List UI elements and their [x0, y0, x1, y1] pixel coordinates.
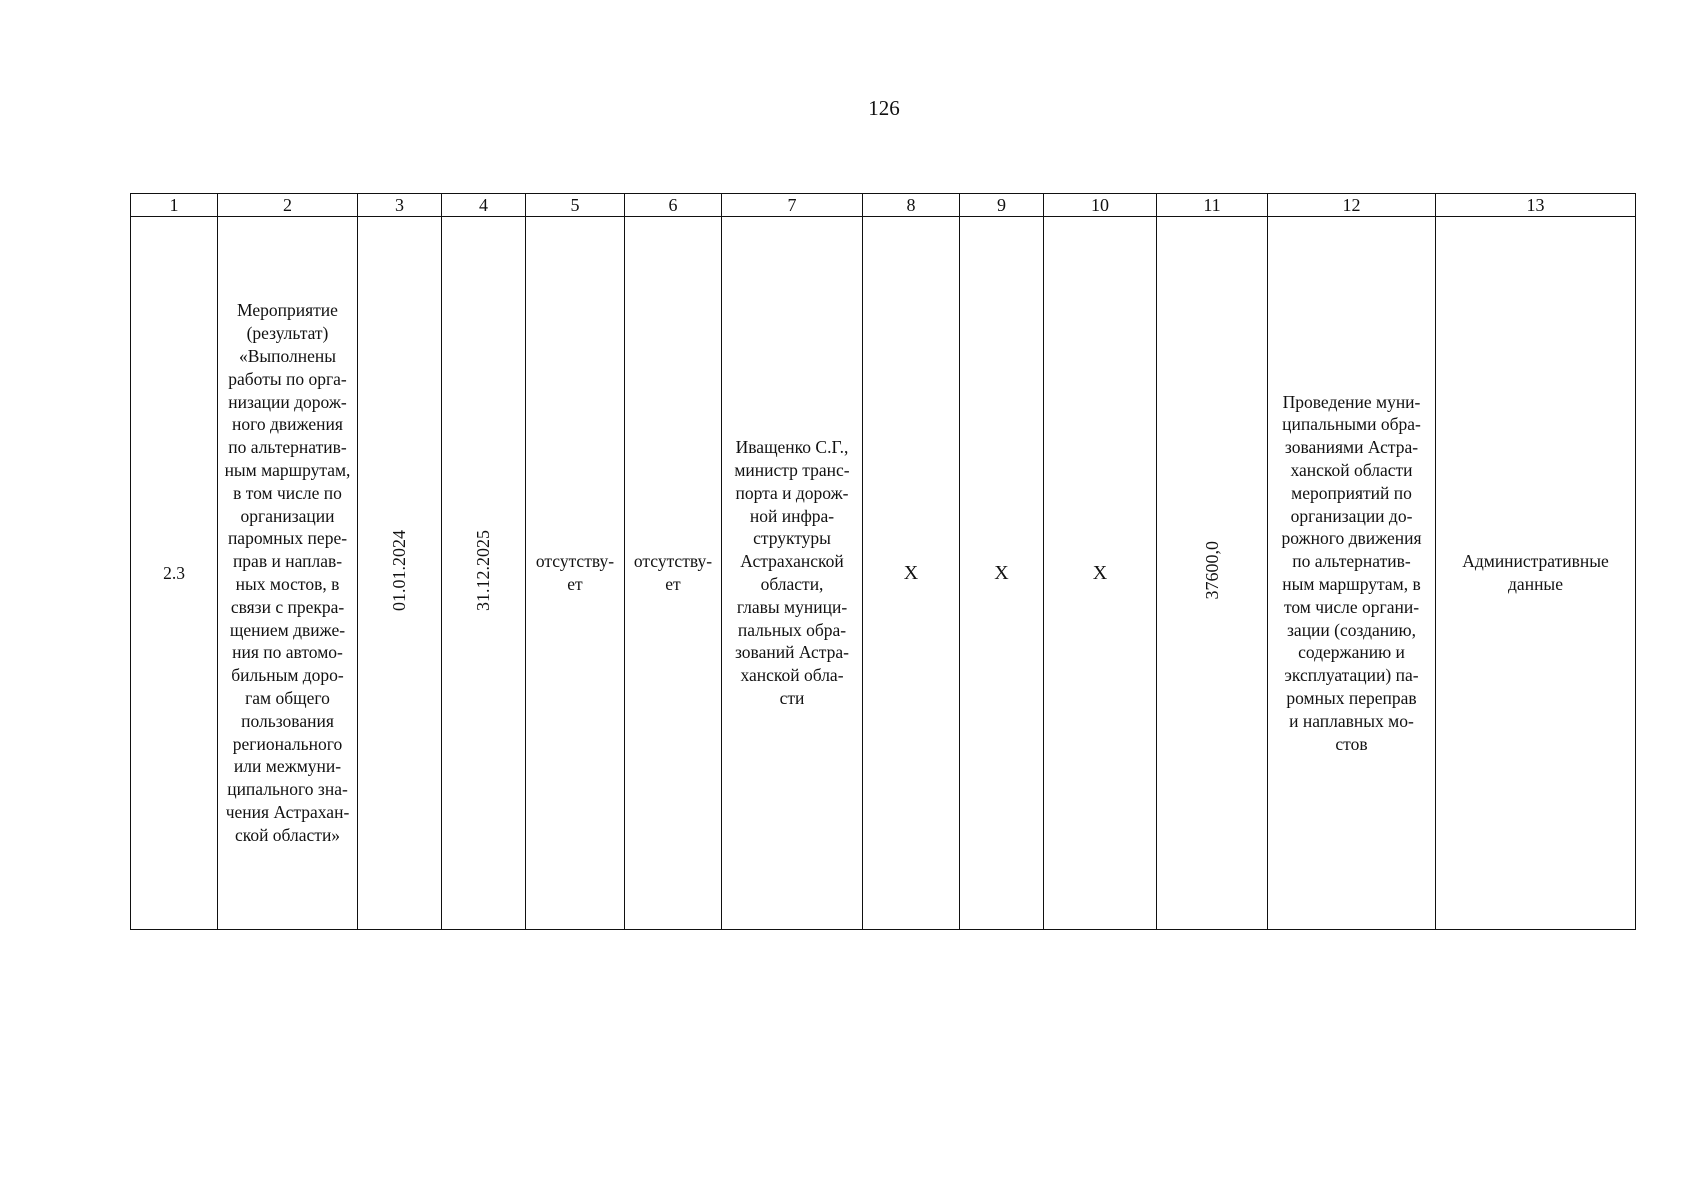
header-cell-5: 5 [526, 194, 625, 217]
text-line: ханской области [1290, 460, 1413, 481]
text-line: ных мостов, в [235, 574, 340, 594]
text-line: структуры [753, 528, 831, 549]
text-line: пальных обра- [737, 619, 847, 640]
table-row [131, 217, 1636, 930]
text-line: организации [240, 505, 335, 526]
text-line: гам общего [245, 687, 330, 708]
text-line: «Выполнены [238, 346, 337, 367]
text-line: чения Астрахан- [225, 801, 350, 822]
text-line: Проведение муни- [1282, 391, 1421, 412]
text-line: ным маршрутам, [224, 460, 351, 481]
col10-mark: X [1092, 561, 1108, 584]
text-line: связи с прекра- [230, 596, 345, 617]
text-line: ханской обла- [740, 665, 844, 686]
program-table [130, 193, 1636, 930]
text-line: сти [779, 687, 805, 708]
text-line: по альтернатив- [228, 437, 347, 458]
text-line: ет [665, 574, 681, 594]
text-line: (результат) [246, 323, 329, 344]
responsible-cell [722, 217, 863, 930]
text-line: министр транс- [734, 460, 850, 481]
text-line: ния по автомо- [232, 642, 343, 663]
start-date-cell [358, 217, 442, 930]
end-date-cell [442, 217, 526, 930]
text-line: том числе органи- [1283, 596, 1420, 617]
text-line: ной инфра- [749, 505, 835, 526]
text-line: стов [1335, 733, 1368, 754]
text-line: ным маршрутам, в [1282, 574, 1421, 594]
text-line: ет [567, 574, 583, 594]
text-line: паромных пере- [227, 528, 348, 549]
text-line: отсутству- [633, 551, 713, 572]
text-line: ромных переправ [1286, 687, 1417, 708]
header-cell-4: 4 [442, 194, 526, 217]
text-line: щением движе- [229, 619, 346, 640]
text-line: рожного движения [1281, 528, 1422, 549]
data-source-cell [1436, 217, 1636, 930]
text-line: Мероприятие [237, 300, 338, 321]
text-line: прав и наплав- [232, 551, 343, 572]
col9-cell [960, 217, 1044, 930]
text-line: порта и дорож- [735, 482, 849, 503]
text-line: данные [1508, 574, 1563, 594]
header-cell-11: 11 [1157, 194, 1268, 217]
col6-cell [625, 217, 722, 930]
header-cell-6: 6 [625, 194, 722, 217]
text-line: главы муници- [736, 596, 848, 617]
text-line: Иващенко С.Г., [735, 437, 849, 458]
col8-mark: X [903, 561, 919, 584]
header-cell-1: 1 [131, 194, 218, 217]
text-line: ской области» [234, 824, 341, 845]
page-number: 126 [868, 96, 900, 120]
text-line: мероприятий по [1291, 482, 1412, 503]
text-line: отсутству- [535, 551, 615, 572]
header-cell-8: 8 [863, 194, 960, 217]
text-line: и наплавных мо- [1289, 710, 1414, 731]
text-line: ного движения [232, 414, 343, 435]
text-line: в том числе по [233, 482, 342, 503]
text-line: зации (созданию, [1287, 619, 1416, 640]
header-cell-10: 10 [1044, 194, 1157, 217]
header-cell-7: 7 [722, 194, 863, 217]
col10-cell [1044, 217, 1157, 930]
text-line: по альтернатив- [1292, 551, 1411, 572]
text-line: зований Астра- [734, 642, 849, 663]
header-cell-9: 9 [960, 194, 1044, 217]
amount-value: 37600,0 [1201, 540, 1222, 600]
text-line: зованиями Астра- [1284, 437, 1419, 458]
result-description-cell [1268, 217, 1436, 930]
col9-mark: X [994, 561, 1009, 584]
text-line: или межмуни- [233, 756, 342, 777]
col5-cell [526, 217, 625, 930]
text-line: работы по орга- [228, 368, 347, 389]
text-line: Астраханской [740, 551, 844, 572]
header-cell-3: 3 [358, 194, 442, 217]
end-date: 31.12.2025 [473, 529, 494, 611]
text-line: ципальными обра- [1282, 414, 1421, 435]
header-cell-12: 12 [1268, 194, 1436, 217]
event-description-cell [218, 217, 358, 930]
text-line: ципального зна- [227, 779, 348, 800]
text-line: Административные [1462, 551, 1609, 572]
text-line: содержанию и [1298, 642, 1405, 663]
text-line: низации дорож- [228, 391, 347, 412]
row-number-cell: 2.3 [131, 217, 218, 930]
text-line: организации до- [1290, 505, 1413, 526]
text-line: пользования [241, 710, 334, 731]
start-date: 01.01.2024 [389, 529, 410, 611]
col8-cell [863, 217, 960, 930]
text-line: бильным доро- [231, 665, 344, 686]
text-line: эксплуатации) па- [1284, 665, 1419, 686]
header-cell-13: 13 [1436, 194, 1636, 217]
header-cell-2: 2 [218, 194, 358, 217]
header-row [131, 194, 1636, 217]
amount-cell [1157, 217, 1268, 930]
text-line: регионального [232, 733, 343, 754]
text-line: области, [760, 574, 824, 594]
